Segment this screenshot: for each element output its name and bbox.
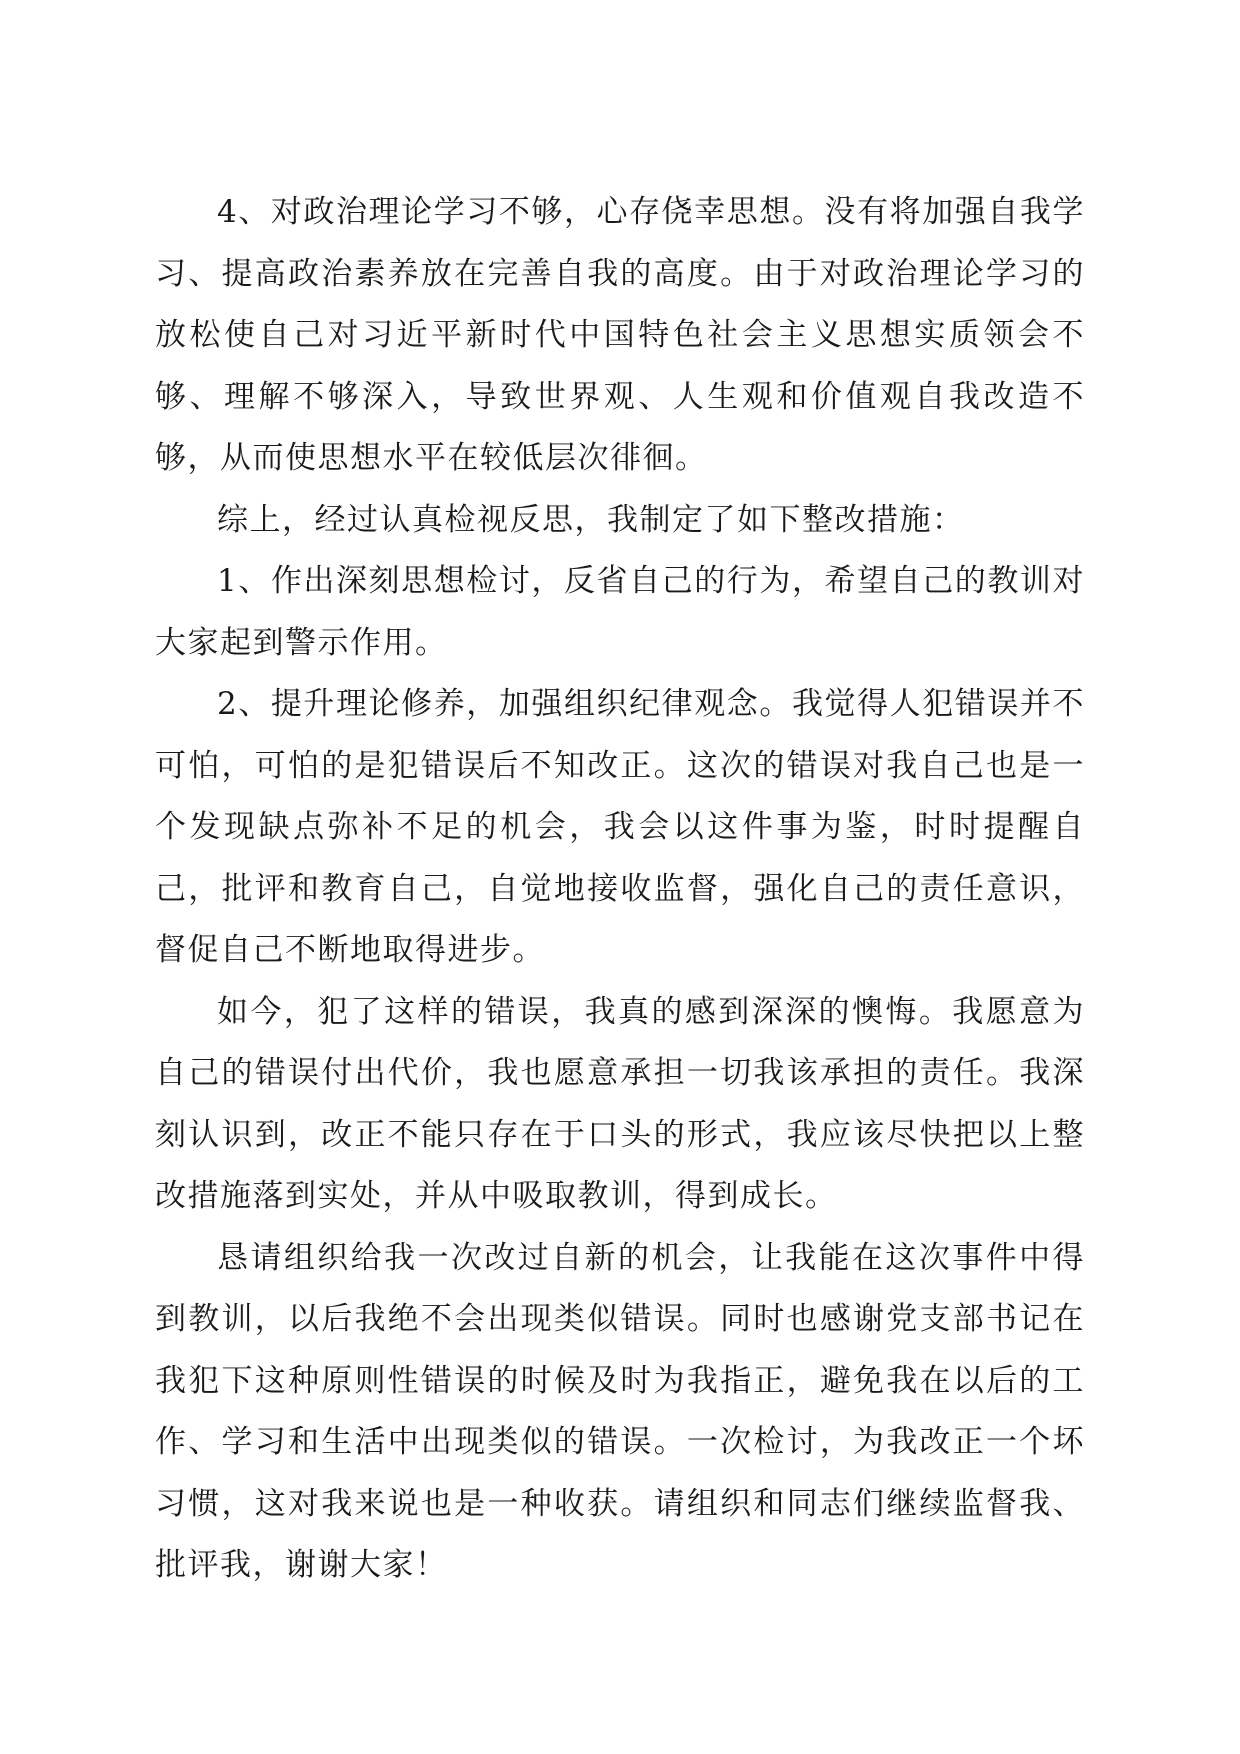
- paragraph-closing-request: 恳请组织给我一次改过自新的机会，让我能在这次事件中得到教训，以后我绝不会出现类似错误。同时也感谢党支部书记在我犯下这种原则性错误的时候及时为我指正，避免我在以后的工作、学习和生活中出现类似的错误。一次检讨，为我改正一个坏习惯，这对我来说也是一种收获。请组织和同志们继续监督我、批评我，谢谢大家！: [155, 1239, 1085, 1583]
- paragraph-measure-2: 2、提升理论修养，加强组织纪律观念。我觉得人犯错误并不可怕，可怕的是犯错误后不知改正。这次的错误对我自己也是一个发现缺点弥补不足的机会，我会以这件事为鉴，时时提醒自己，批评和教育自己，自觉地接收监督，强化自己的责任意识，督促自己不断地取得进步。: [155, 686, 1085, 968]
- document-body: [155, 182, 1085, 1597]
- paragraph-measure-1: 1、作出深刻思想检讨，反省自己的行为，希望自己的教训对大家起到警示作用。: [155, 563, 1085, 661]
- paragraph-summary-measures-intro: 综上，经过认真检视反思，我制定了如下整改措施：: [217, 501, 965, 538]
- paragraph-item-4-political-theory: 4、对政治理论学习不够，心存侥幸思想。没有将加强自我学习、提高政治素养放在完善自我的高度。由于对政治理论学习的放松使自己对习近平新时代中国特色社会主义思想实质领会不够、理解不够深入，导致世界观、人生观和价值观自我改造不够，从而使思想水平在较低层次徘徊。: [155, 194, 1085, 476]
- paragraph-regret: 如今，犯了这样的错误，我真的感到深深的懊悔。我愿意为自己的错误付出代价，我也愿意承担一切我该承担的责任。我深刻认识到，改正不能只存在于口头的形式，我应该尽快把以上整改措施落到实处，并从中吸取教训，得到成长。: [155, 993, 1085, 1214]
